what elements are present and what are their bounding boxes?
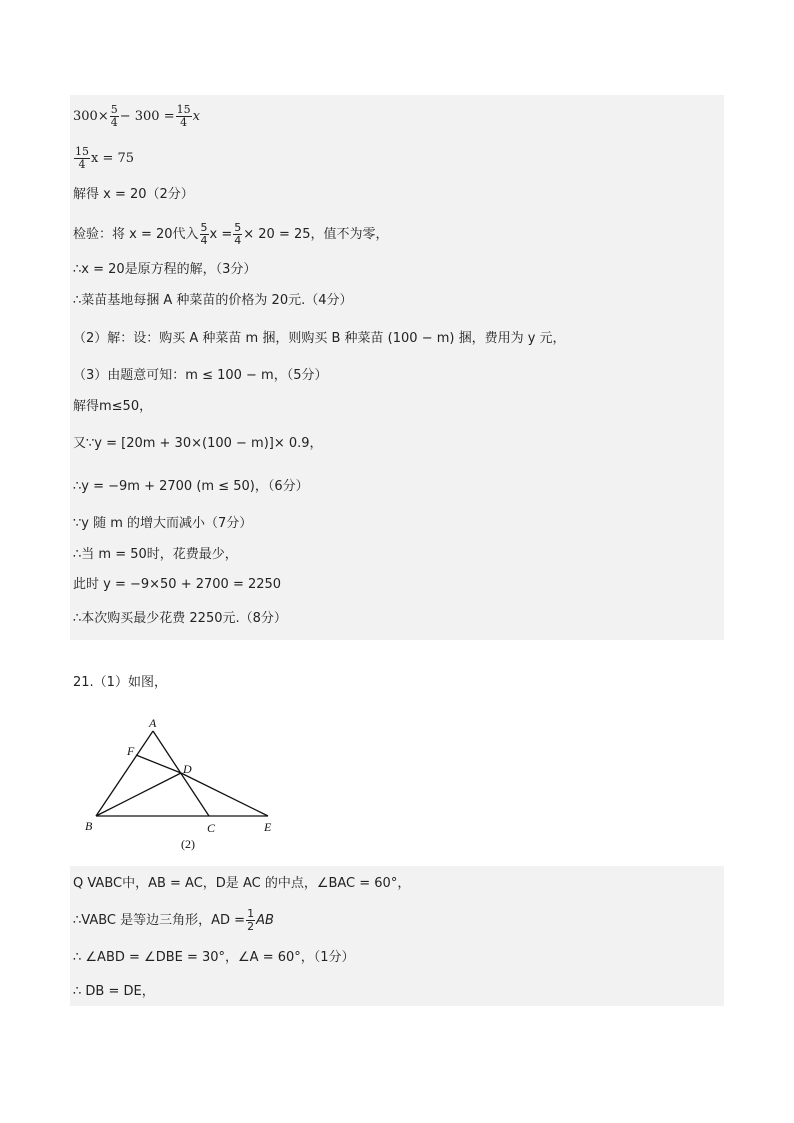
check-line-4: 检验：将 x = 20代入 $\frac{5}{4}$ x = $\frac{5}{4}$ × 20 = 25，值不为零， (73, 221, 389, 247)
text-line-11: ∴y = −9m + 2700 (m ≤ 50)，（6分） (73, 479, 309, 494)
label-E: E (264, 820, 272, 834)
text-line-10: 又∵y = [20m + 30×(100 − m)]× 0.9， (73, 436, 323, 451)
fraction: $\frac{5}{4}$ (234, 221, 242, 247)
question-21-heading: 21.（1）如图， (73, 675, 167, 690)
equation-line-1: 300× $\frac{5}{4}$ − 300 = $\frac{15}{4}$ x (73, 103, 200, 129)
triangle-diagram (72, 703, 290, 861)
segment-DE (181, 773, 268, 816)
text-line-17: Q VABC中，AB = AC，D是 AC 的中点，∠BAC = 60°， (73, 876, 411, 891)
label-A: A (149, 716, 157, 730)
solution-line-3: 解得 x = 20（2分） (73, 187, 194, 202)
text-line-9: 解得m≤50， (73, 399, 153, 414)
text-line-6: ∴菜苗基地每捆 A 种菜苗的价格为 20元.（4分） (73, 293, 353, 308)
label-C: C (207, 821, 216, 835)
fraction: $\frac{1}{2}$ (247, 907, 255, 933)
label-D: D (183, 762, 192, 776)
text-line-5: ∴x = 20是原方程的解，（3分） (73, 262, 257, 277)
segment-AB (96, 731, 153, 816)
text-line-8: （3）由题意可知：m ≤ 100 − m，（5分） (73, 368, 328, 383)
fraction: $\frac{5}{4}$ (200, 221, 208, 247)
fraction: $\frac{15}{4}$ (176, 103, 191, 129)
text-line-20: ∴ DB = DE， (73, 984, 155, 999)
fraction: $\frac{5}{4}$ (110, 103, 118, 129)
figure-caption: (2) (181, 837, 195, 851)
triangle-figure (72, 703, 290, 861)
label-F: F (127, 744, 135, 758)
text-line-12: ∵y 随 m 的增大而减小（7分） (73, 516, 253, 531)
text-line-7: （2）解：设：购买 A 种菜苗 m 捆，则购买 B 种菜苗 (100 − m) 捆，费用为 y 元， (73, 331, 566, 346)
label-B: B (85, 819, 93, 833)
segment-BD (96, 773, 181, 816)
text-line-19: ∴ ∠ABD = ∠DBE = 30°，∠A = 60°，（1分） (73, 950, 355, 965)
text-line-15: ∴本次购买最少花费 2250元.（8分） (73, 611, 287, 626)
equation-line-2: $\frac{15}{4}$ x = 75 (75, 145, 135, 171)
text-line-18: ∴VABC 是等边三角形，AD = $\frac{1}{2}$ AB (73, 907, 274, 933)
text-line-13: ∴当 m = 50时，花费最少， (73, 547, 238, 562)
text-line-14: 此时 y = −9×50 + 2700 = 2250 (73, 577, 282, 592)
fraction: $\frac{15}{4}$ (75, 145, 89, 171)
